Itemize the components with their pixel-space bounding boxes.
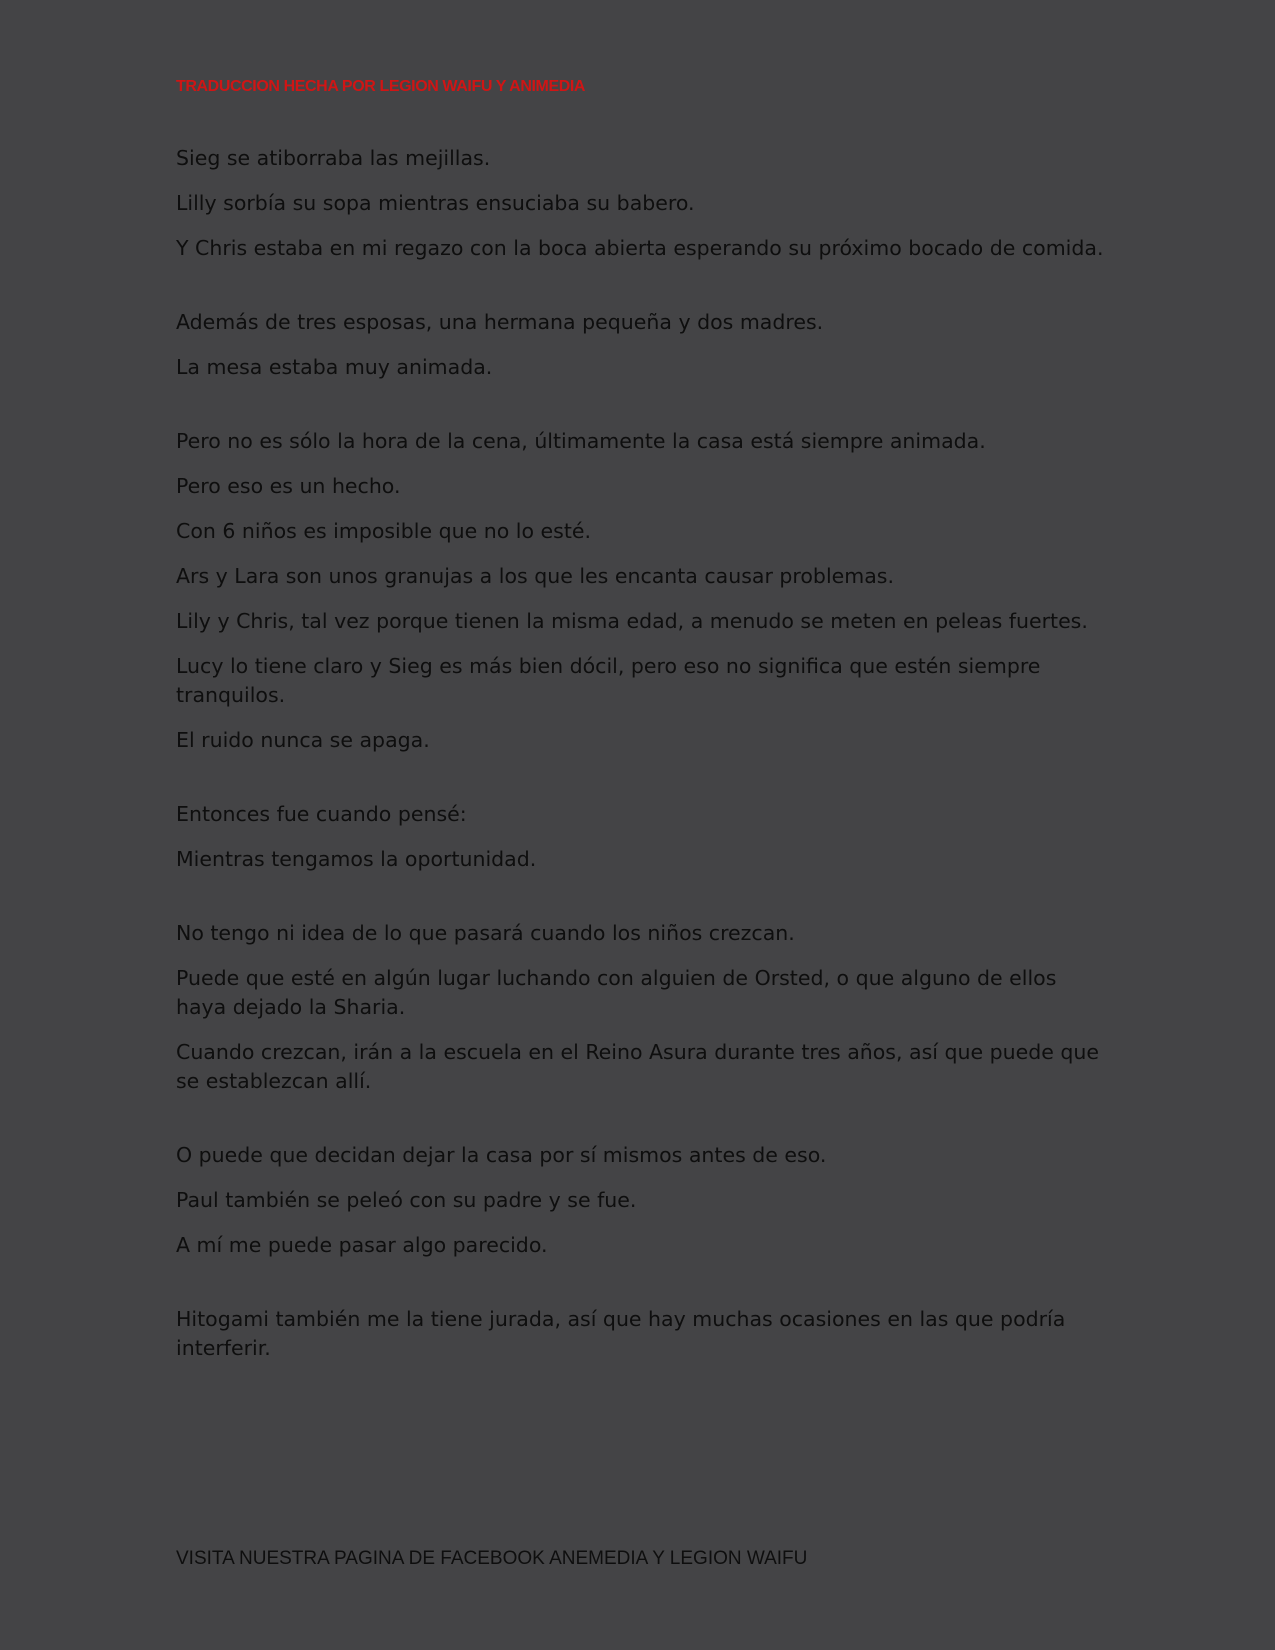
paragraph: Cuando crezcan, irán a la escuela en el Reino Asura durante tres años, así que puede que se establezcan allí. <box>176 1040 1099 1093</box>
paragraph: Lily y Chris, tal vez porque tienen la misma edad, a menudo se meten en peleas fuertes. <box>176 609 1088 633</box>
paragraph: Paul también se peleó con su padre y se fue. <box>176 1188 637 1212</box>
translation-credit-header: TRADUCCION HECHA POR LEGION WAIFU Y ANIMEDIA <box>176 78 586 95</box>
paragraph: La mesa estaba muy animada. <box>176 355 493 379</box>
document-page <box>176 74 1106 1379</box>
paragraph: Pero eso es un hecho. <box>176 474 401 498</box>
paragraph: Lilly sorbía su sopa mientras ensuciaba su babero. <box>176 191 695 215</box>
paragraph: El ruido nunca se apaga. <box>176 728 430 752</box>
paragraph: Y Chris estaba en mi regazo con la boca abierta esperando su próximo bocado de comida. <box>176 236 1104 260</box>
paragraph: Además de tres esposas, una hermana pequeña y dos madres. <box>176 310 824 334</box>
paragraph: Sieg se atiborraba las mejillas. <box>176 146 491 170</box>
paragraph: Mientras tengamos la oportunidad. <box>176 847 537 871</box>
paragraph: Puede que esté en algún lugar luchando con alguien de Orsted, o que alguno de ellos haya dejado la Sharia. <box>176 966 1057 1019</box>
paragraph: No tengo ni idea de lo que pasará cuando los niños crezcan. <box>176 921 795 945</box>
paragraph: Pero no es sólo la hora de la cena, últimamente la casa está siempre animada. <box>176 429 986 453</box>
paragraph: Lucy lo tiene claro y Sieg es más bien dócil, pero eso no significa que estén siempre tranquilos. <box>176 654 1041 707</box>
paragraph: Ars y Lara son unos granujas a los que les encanta causar problemas. <box>176 564 894 588</box>
paragraph: O puede que decidan dejar la casa por sí mismos antes de eso. <box>176 1143 827 1167</box>
paragraph: Entonces fue cuando pensé: <box>176 802 467 826</box>
paragraph: A mí me puede pasar algo parecido. <box>176 1233 548 1257</box>
facebook-footer-note: VISITA NUESTRA PAGINA DE FACEBOOK ANEMEDIA Y LEGION WAIFU <box>176 1548 808 1569</box>
paragraph: Hitogami también me la tiene jurada, así que hay muchas ocasiones en las que podría interferir. <box>176 1307 1066 1360</box>
paragraph: Con 6 niños es imposible que no lo esté. <box>176 519 591 543</box>
